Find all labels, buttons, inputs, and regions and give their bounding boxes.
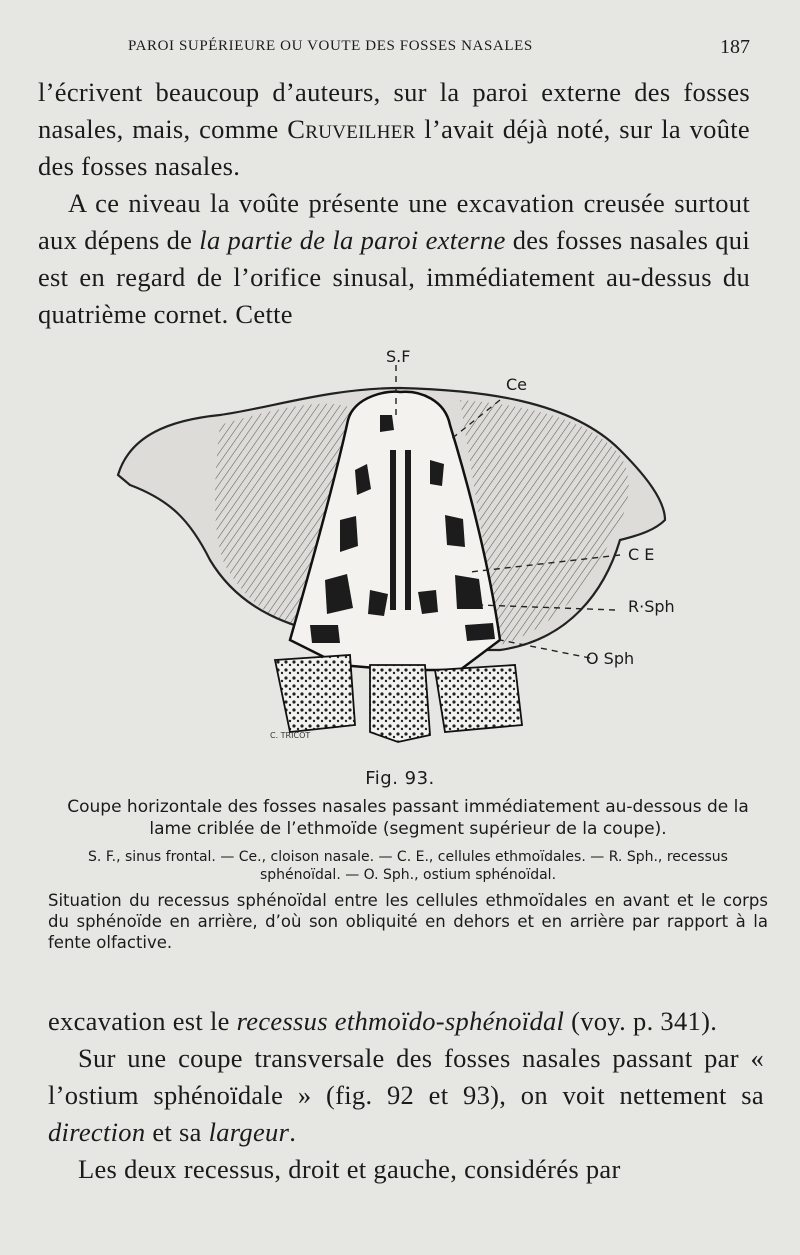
text-run: des fosses nasales qui est en regard de l’orifice sinusal, immédiatement au-dessus du quatrième cornet. Cette <box>38 225 751 329</box>
text-run: . <box>289 1117 297 1147</box>
figure-note: Situation du recessus sphénoïdal entre les cellules ethmoïdales en avant et le corps du sphénoïde en arrière, d’où son obliquité en dehors et en arrière par rapport à la fente olfactive. <box>48 891 768 952</box>
top-paragraphs <box>38 74 750 333</box>
running-title: PAROI SUPÉRIEURE OU VOUTE DES FOSSES NASALES <box>128 38 533 54</box>
author-name: Cruveilher <box>287 114 416 144</box>
text-run: l’avait déjà noté, sur la voûte des fosses nasales. <box>38 114 750 181</box>
text-run: excavation est le <box>48 1006 237 1036</box>
italic-word-direction: direction <box>48 1117 146 1147</box>
engraver-signature: C. TRICOT <box>270 731 311 740</box>
text-run: (voy. p. 341). <box>564 1006 718 1036</box>
italic-term: recessus ethmoïdo-sphénoïdal <box>236 1006 565 1036</box>
figure-legend: S. F., sinus frontal. — Ce., cloison nasale. — C. E., cellules ethmoïdales. — R. Sph., recessus sphénoïdal. — O. Sph., ostium sphénoïdal. <box>88 849 728 883</box>
label-sf: S.F <box>386 347 411 366</box>
text-run: l’écrivent beaucoup d’auteurs, sur la paroi externe des fosses nasales, mais, comme <box>38 77 750 144</box>
label-rsph: R·Sph <box>628 597 675 616</box>
italic-phrase: la partie de la paroi externe <box>199 225 506 255</box>
sphenoid-center-block <box>370 665 430 742</box>
label-ce-small: Ce <box>506 375 528 394</box>
figure-number: Fig. 93. <box>365 768 435 789</box>
paragraph: Les deux recessus, droit et gauche, considérés par <box>78 1154 621 1184</box>
page-number: 187 <box>720 36 750 58</box>
italic-word-largeur: largeur <box>208 1117 290 1147</box>
text-run: et sa <box>145 1117 209 1147</box>
text-run: A ce niveau la voûte présente une excavation creusée surtout aux dépens de <box>38 188 750 255</box>
label-osph: O Sph <box>586 649 635 668</box>
sphenoid-right-block <box>435 665 522 732</box>
label-ce-caps: C E <box>628 545 655 564</box>
anatomical-figure <box>100 340 720 760</box>
paragraph <box>38 185 750 333</box>
paragraph-continuation <box>48 1003 764 1040</box>
bottom-paragraphs <box>48 1003 764 1188</box>
paragraph <box>48 1040 764 1151</box>
paragraph-continuation <box>38 74 750 185</box>
page-header <box>0 36 800 64</box>
text-run: Sur une coupe transversale des fosses nasales passant par « l’ostium sphénoïdale » (fig. 92 et 93), on voit nettement sa <box>48 1043 764 1110</box>
sphenoid-left-block <box>275 655 355 732</box>
figure-caption: Coupe horizontale des fosses nasales passant immédiatement au-dessous de la lame criblée de l’ethmoïde (segment supérieur de la coupe). <box>67 797 749 839</box>
